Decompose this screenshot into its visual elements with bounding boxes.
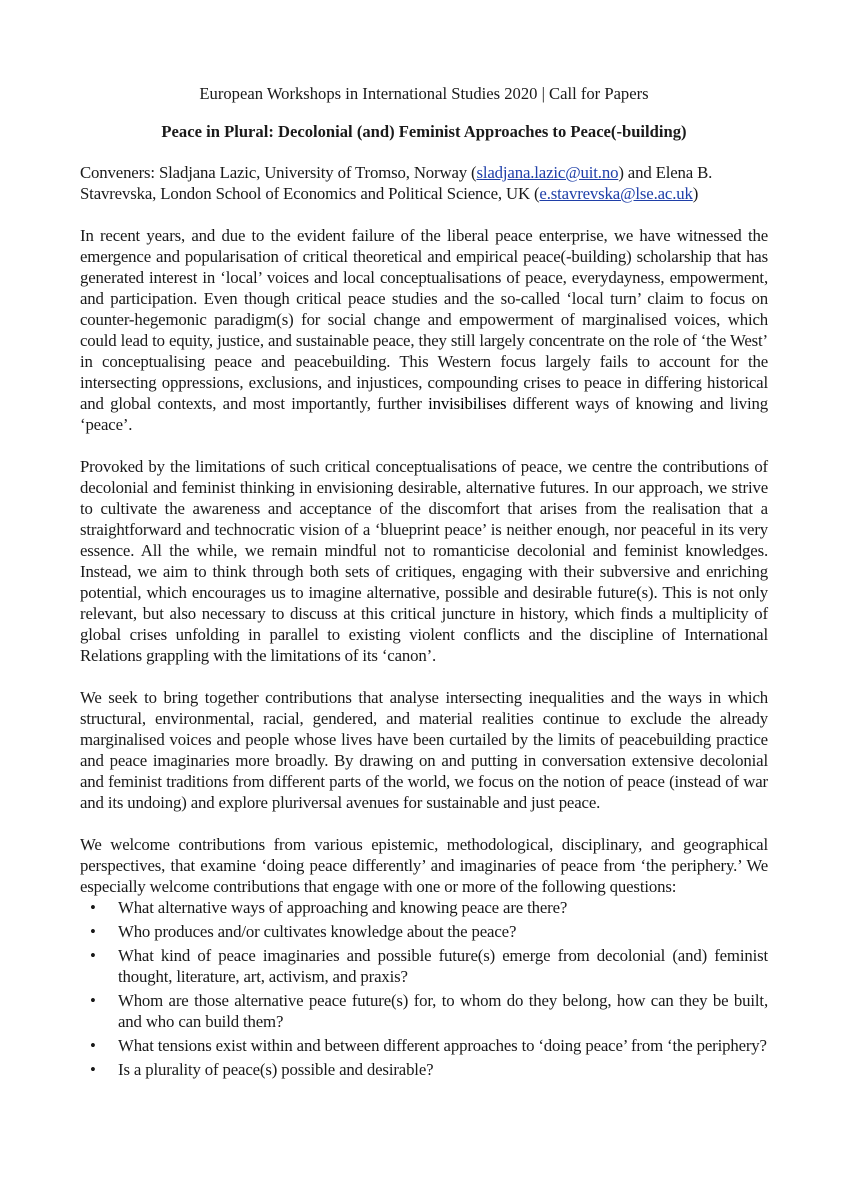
list-item [80,897,768,918]
conveners-middle: ) and Elena B. Stavrevska, London School of Economics and Political Science, UK ( [80,163,713,203]
paragraph-intro-part-b: different ways of knowing and living ‘peace’. [80,394,768,434]
paragraph-intro-part-a: In recent years, and due to the evident failure of the liberal peace enterprise, we have witnessed the emergence and popularisation of critical theoretical and empirical peace(-building) scholarship that has generated interest in ‘local’ voices and local conceptualisations of peace, everydayness, empowerment, and participation. Even though critical peace studies and the so-called ‘local turn’ claim to focus on counter-hegemonic paradigm(s) for social change and empowerment of marginalised voices, which could lead to equity, justice, and sustainable peace, they still largely concentrate on the role of ‘the West’ in conceptualising peace and peacebuilding. This Western focus largely fails to account for the intersecting oppressions, exclusions, and injustices, compounding crises to peace in differing historical and global contexts, and most importantly, further [80,226,768,413]
list-item [80,1059,768,1080]
bullet-icon: • [90,898,96,917]
email-link-stavrevska[interactable]: e.stavrevska@lse.ac.uk [539,184,693,203]
paragraph-intro-emphasis: invisibilises [428,394,507,413]
question-text: What alternative ways of approaching and knowing peace are there? [118,898,568,917]
event-header: European Workshops in International Studies 2020 | Call for Papers [199,84,649,103]
bullet-icon: • [90,922,96,941]
questions-list [80,897,768,1080]
bullet-icon: • [90,1036,96,1055]
question-text: Whom are those alternative peace future(s) for, to whom do they belong, how can they be built, and who can build them? [118,991,768,1031]
question-text: What tensions exist within and between different approaches to ‘doing peace’ from ‘the periphery? [118,1036,767,1055]
document-title: Peace in Plural: Decolonial (and) Feminist Approaches to Peace(-building) [161,122,687,141]
list-item [80,1035,768,1056]
list-item [80,921,768,942]
bullet-icon: • [90,991,96,1010]
paragraph-aims: We seek to bring together contributions that analyse intersecting inequalities and the ways in which structural, environmental, racial, gendered, and material realities continue to exclude the already marginalised voices and people whose lives have been curtailed by the limits of peacebuilding practice and peace imaginaries more broadly. By drawing on and putting in conversation extensive decolonial and feminist traditions from different parts of the world, we focus on the notion of peace (instead of war and its undoing) and explore pluriversal avenues for sustainable and just peace. [80,688,768,812]
list-item [80,945,768,987]
question-text: Is a plurality of peace(s) possible and desirable? [118,1060,434,1079]
question-text: What kind of peace imaginaries and possible future(s) emerge from decolonial (and) feminist thought, literature, art, activism, and praxis? [118,946,768,986]
conveners-prefix: Conveners: Sladjana Lazic, University of Tromso, Norway ( [80,163,477,182]
conveners-suffix: ) [692,184,699,203]
paragraph-invitation: We welcome contributions from various epistemic, methodological, disciplinary, and geographical perspectives, that examine ‘doing peace differently’ and imaginaries of peace from ‘the periphery.’ We especially welcome contributions that engage with one or more of the following questions: [80,835,768,896]
email-link-lazic[interactable]: sladjana.lazic@uit.no [476,163,619,182]
conveners-paragraph [80,162,768,204]
bullet-icon: • [90,1060,96,1079]
list-item [80,990,768,1032]
paragraph-intro [80,225,768,435]
question-text: Who produces and/or cultivates knowledge about the peace? [118,922,517,941]
bullet-icon: • [90,946,96,965]
paragraph-approach: Provoked by the limitations of such critical conceptualisations of peace, we centre the contributions of decolonial and feminist thinking in envisioning desirable, alternative futures. In our approach, we strive to cultivate the awareness and acceptance of the discomfort that arises from the realisation that a straightforward and technocratic vision of a ‘blueprint peace’ is neither enough, nor peaceful in its very essence. All the while, we remain mindful not to romanticise decolonial and feminist knowledges. Instead, we aim to think through both sets of critiques, engaging with their subversive and enriching potential, which encourages us to imagine alternative, possible and desirable future(s). This is not only relevant, but also necessary to discuss at this critical juncture in history, which finds a multiplicity of global crises unfolding in parallel to existing violent conflicts and the discipline of International Relations grappling with the limitations of its ‘canon’. [80,457,768,665]
